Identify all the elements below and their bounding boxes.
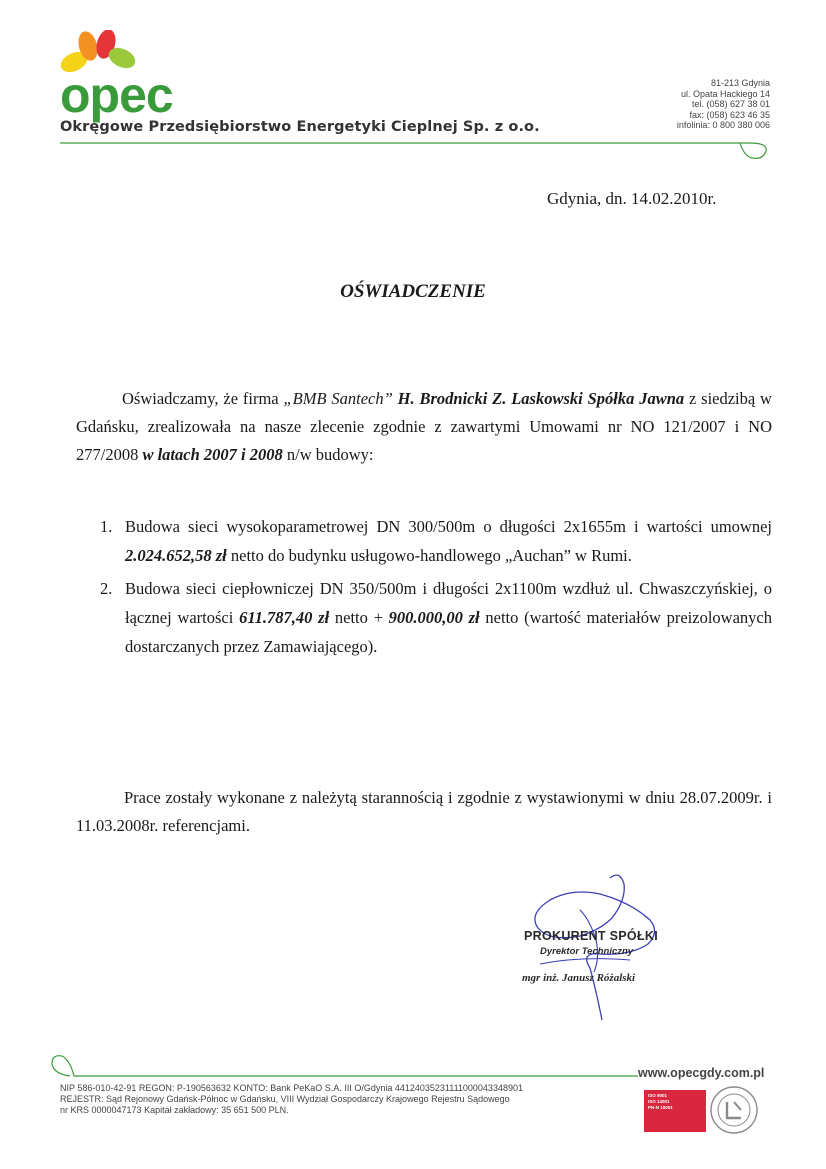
list-item: 2. Budowa sieci ciepłowniczej DN 350/500m i długości 2x1100m wzdłuż ul. Chwaszczyńskiej, o łącznej wartości 611.787,40 zł netto + 900.000,00 zł netto (wartość materiałów preizolowanych dostarczanych przez Zamawiającego). [100,579,772,656]
footer-line: NIP 586-010-42-91 REGON: P-190563632 KONTO: Bank PeKaO S.A. III O/Gdynia 44124035231111000043348901 [60,1083,523,1093]
footer-divider-line [40,1050,640,1080]
footer-line: REJESTR: Sąd Rejonowy Gdańsk-Północ w Gdańsku, VIII Wydział Gospodarczy Krajowego Rejestru Sądowego [60,1094,510,1104]
stamp-name: mgr inż. Janusz Różalski [522,972,636,984]
address-line: 81-213 Gdynia [710,78,770,88]
header-divider-line [60,136,772,164]
opec-logo-text: opec [60,67,173,123]
closing-paragraph: Prace zostały wykonane z należytą starannością i zgodnie z wystawionymi w dniu 28.07.2009r. i 11.03.2008r. referencjami. [76,788,772,835]
certification-seal-icon [708,1084,760,1136]
website-link[interactable]: www.opecgdy.com.pl [638,1066,765,1080]
letter-date: Gdynia, dn. 14.02.2010r. [547,189,717,208]
list-item: 1. Budowa sieci wysokoparametrowej DN 300/500m o długości 2x1655m i wartości umownej 2.024.652,58 zł netto do budynku usługowo-handlowego „Auchan” w Rumi. [100,517,772,565]
letter-title: OŚWIADCZENIE [340,281,486,302]
intro-paragraph: Oświadczamy, że firma „BMB Santech” H. Brodnicki Z. Laskowski Spółka Jawna z siedzibą w Gdańsku, zrealizowała na nasze zlecenie zgodnie z zawartymi Umowami nr NO 121/2007 i NO 277/2008 w latach 2007 i 2008 n/w budowy: [76,389,772,464]
stamp-position: Dyrektor Techniczny [540,946,634,957]
address-line: tel. (058) 627 38 01 [691,99,770,110]
address-line: fax: (058) 623 46 35 [689,109,770,120]
company-address [677,78,770,131]
address-line: infolinia: 0 800 380 006 [676,120,770,131]
address-line: ul. Opata Hackiego 14 [680,88,770,99]
company-name: Okręgowe Przedsiębiorstwo Energetyki Cieplnej Sp. z o.o. [60,119,540,135]
works-list [100,512,772,661]
stamp-title: PROKURENT SPÓŁKI [524,929,658,943]
footer-line: nr KRS 0000047173 Kapitał zakładowy: 35 651 500 PLN. [60,1105,289,1115]
iso-certificate-badge: ISO 9001 ISO 14001 PN-N 18001 [644,1090,706,1132]
footer-registration-info [60,1083,523,1116]
